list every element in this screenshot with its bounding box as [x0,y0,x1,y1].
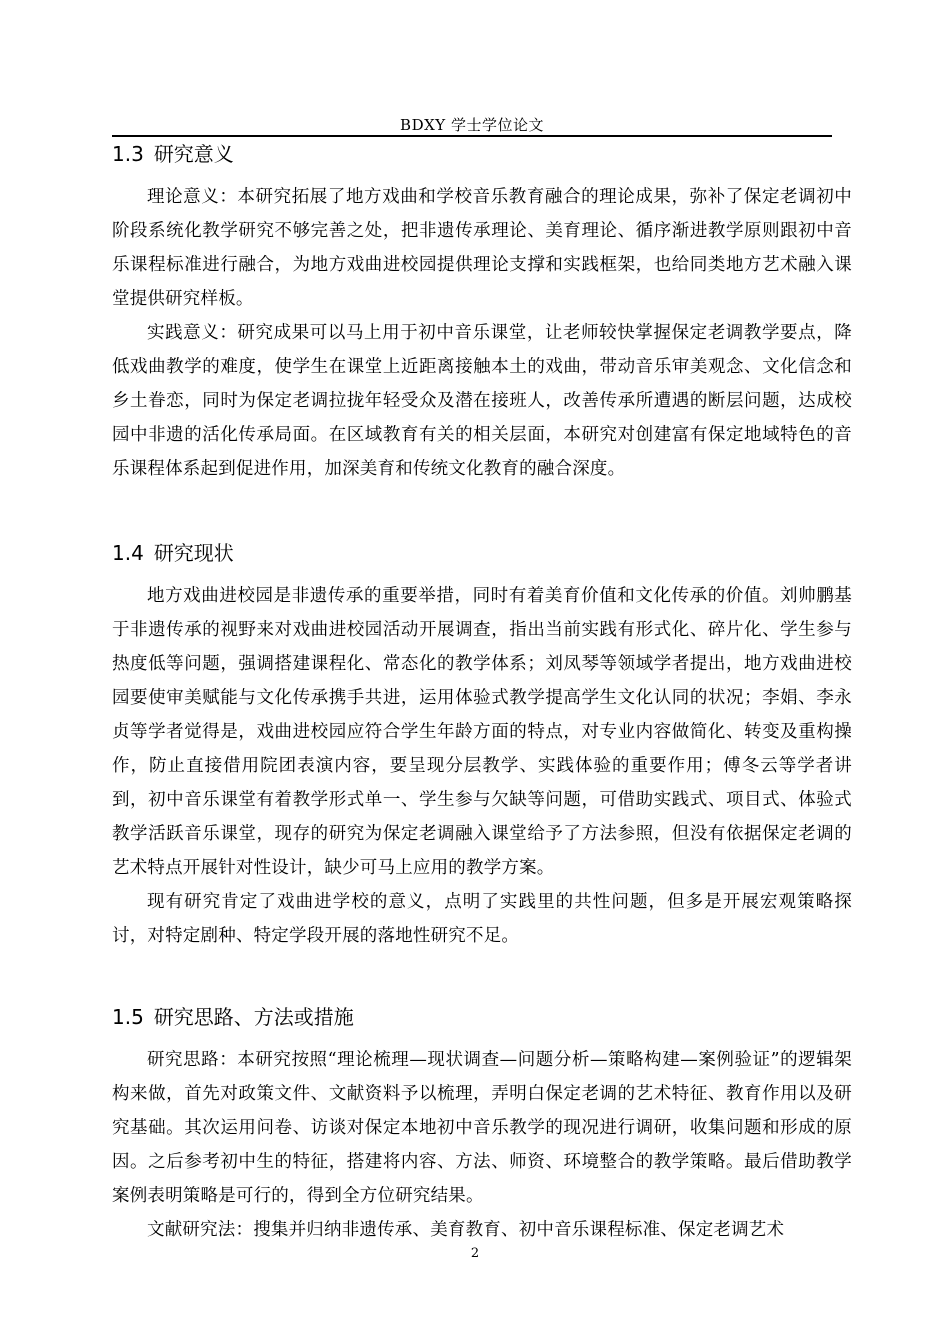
running-header: BDXY 学士学位论文 [400,116,544,134]
section-number: 1.5 [112,1005,144,1029]
section-heading [112,539,852,567]
paragraph: 实践意义：研究成果可以马上用于初中音乐课堂，让老师较快掌握保定老调教学要点，降低戏曲教学的难度，使学生在课堂上近距离接触本土的戏曲，带动音乐审美观念、文化信念和乡土眷恋，同时为保定老调拉拢年轻受众及潜在接班人，改善传承所遭遇的断层问题，达成校园中非遗的活化传承局面。在区域教育有关的相关层面，本研究对创建富有保定地域特色的音乐课程体系起到促进作用，加深美育和传统文化教育的融合深度。 [112,323,852,479]
section-research-approach [112,1003,852,1247]
paragraph: 现有研究肯定了戏曲进学校的意义，点明了实践里的共性问题，但多是开展宏观策略探讨，对特定剧种、特定学段开展的落地性研究不足。 [112,892,852,946]
paragraph: 理论意义：本研究拓展了地方戏曲和学校音乐教育融合的理论成果，弥补了保定老调初中阶段系统化教学研究不够完善之处，把非遗传承理论、美育理论、循序渐进教学原则跟初中音乐课程标准进行融合，为地方戏曲进校园提供理论支撑和实践框架，也给同类地方艺术融入课堂提供研究样板。 [112,187,852,309]
section-number: 1.4 [112,541,144,565]
section-title: 研究现状 [153,541,234,565]
section-research-status [112,539,852,953]
section-number: 1.3 [112,142,144,166]
page-number: 2 [470,1246,480,1261]
paragraph: 地方戏曲进校园是非遗传承的重要举措，同时有着美育价值和文化传承的价值。刘帅鹏基于非遗传承的视野来对戏曲进校园活动开展调查，指出当前实践有形式化、碎片化、学生参与热度低等问题，强调搭建课程化、常态化的教学体系；刘凤琴等领域学者提出，地方戏曲进校园要使审美赋能与文化传承携手共进，运用体验式教学提高学生文化认同的状况；李娟、李永贞等学者觉得是，戏曲进校园应符合学生年龄方面的特点，对专业内容做简化、转变及重构操作，防止直接借用院团表演内容，要呈现分层教学、实践体验的重要作用；傅冬云等学者讲到，初中音乐课堂有着教学形式单一、学生参与欠缺等问题，可借助实践式、项目式、体验式教学活跃音乐课堂，现存的研究为保定老调融入课堂给予了方法参照，但没有依据保定老调的艺术特点开展针对性设计，缺少可马上应用的教学方案。 [112,586,852,878]
header-divider [112,135,832,137]
paragraph: 研究思路：本研究按照“理论梳理—现状调查—问题分析—策略构建—案例验证”的逻辑架构来做，首先对政策文件、文献资料予以梳理，弄明白保定老调的艺术特征、教育作用以及研究基础。其次运用问卷、访谈对保定本地初中音乐教学的现况进行调研，收集问题和形成的原因。之后参考初中生的特征，搭建将内容、方法、师资、环境整合的教学策略。最后借助教学案例表明策略是可行的，得到全方位研究结果。 [112,1050,852,1206]
section-title: 研究意义 [153,142,234,166]
section-research-significance [112,140,852,486]
section-heading [112,140,852,168]
paragraph: 文献研究法：搜集并归纳非遗传承、美育教育、初中音乐课程标准、保定老调艺术 [147,1220,785,1240]
section-title: 研究思路、方法或措施 [153,1005,354,1029]
section-heading [112,1003,852,1031]
